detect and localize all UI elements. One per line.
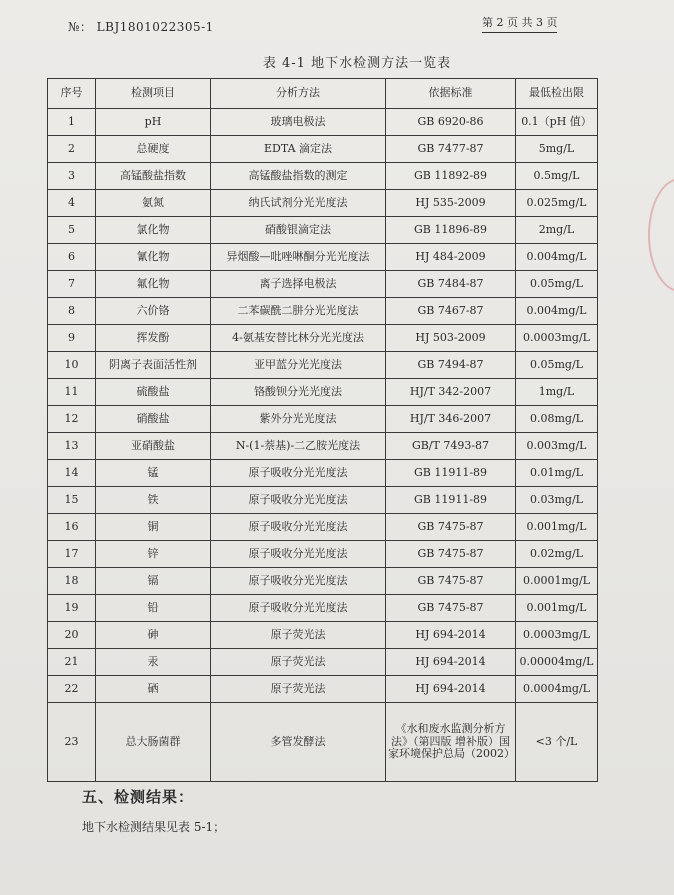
table-cell: 0.004mg/L (516, 244, 598, 271)
table-cell: 异烟酸—吡唑啉酮分光光度法 (211, 244, 386, 271)
table-cell: 0.004mg/L (516, 298, 598, 325)
table-cell: 原子吸收分光光度法 (211, 568, 386, 595)
table-cell: 0.02mg/L (516, 541, 598, 568)
column-header: 最低检出限 (516, 79, 598, 109)
table-cell: GB 11896-89 (386, 217, 516, 244)
table-row (48, 244, 598, 271)
table-cell: HJ 694-2014 (386, 649, 516, 676)
table-cell: 原子吸收分光光度法 (211, 595, 386, 622)
table-cell: 6 (48, 244, 96, 271)
table-cell: 19 (48, 595, 96, 622)
table-cell: HJ 694-2014 (386, 676, 516, 703)
table-cell: pH (96, 109, 211, 136)
table-cell: 六价铬 (96, 298, 211, 325)
table-cell: GB 7475-87 (386, 514, 516, 541)
table-body (48, 109, 598, 782)
table-cell: 0.001mg/L (516, 595, 598, 622)
table-cell: GB 11911-89 (386, 487, 516, 514)
table-cell: 13 (48, 433, 96, 460)
table-cell: 21 (48, 649, 96, 676)
table-header-row (48, 79, 598, 109)
table-cell: 砷 (96, 622, 211, 649)
section-heading: 五、检测结果： (82, 788, 195, 806)
table-cell: 紫外分光光度法 (211, 406, 386, 433)
table-cell: 亚硝酸盐 (96, 433, 211, 460)
table-row (48, 190, 598, 217)
table-cell: GB 7477-87 (386, 136, 516, 163)
table-cell: 0.05mg/L (516, 271, 598, 298)
table-cell: 0.03mg/L (516, 487, 598, 514)
table-cell: 0.00004mg/L (516, 649, 598, 676)
table-cell: GB 7467-87 (386, 298, 516, 325)
page-indicator: 第 2 页 共 3 页 (482, 14, 557, 33)
table-cell: 0.0003mg/L (516, 325, 598, 352)
table-cell: GB 7475-87 (386, 541, 516, 568)
table-row (48, 406, 598, 433)
table-cell: 0.0004mg/L (516, 676, 598, 703)
column-header: 分析方法 (211, 79, 386, 109)
table-cell: 多管发酵法 (211, 703, 386, 782)
results-reference-text: 地下水检测结果见表 5-1； (82, 820, 226, 834)
table-cell: <3 个/L (516, 703, 598, 782)
detection-methods-table (47, 78, 598, 782)
table-cell: 17 (48, 541, 96, 568)
table-row (48, 109, 598, 136)
column-header: 序号 (48, 79, 96, 109)
table-row (48, 676, 598, 703)
table-row (48, 541, 598, 568)
table-cell: 高锰酸盐指数 (96, 163, 211, 190)
table-cell: 0.1（pH 值） (516, 109, 598, 136)
table-row (48, 163, 598, 190)
table-cell: 硝酸盐 (96, 406, 211, 433)
table-cell: 阴离子表面活性剂 (96, 352, 211, 379)
table-cell: 玻璃电极法 (211, 109, 386, 136)
table-cell: 2mg/L (516, 217, 598, 244)
table-cell: 15 (48, 487, 96, 514)
table-row (48, 460, 598, 487)
table-row (48, 703, 598, 782)
table-cell: 硫酸盐 (96, 379, 211, 406)
table-cell: 氰化物 (96, 244, 211, 271)
table-row (48, 433, 598, 460)
table-cell: 硒 (96, 676, 211, 703)
table-row (48, 217, 598, 244)
table-cell: GB 7484-87 (386, 271, 516, 298)
table-cell: 离子选择电极法 (211, 271, 386, 298)
table-cell: 原子吸收分光光度法 (211, 487, 386, 514)
document-number: №： LBJ1801022305-1 (68, 20, 214, 34)
table-cell: 亚甲蓝分光光度法 (211, 352, 386, 379)
table-cell: HJ/T 346-2007 (386, 406, 516, 433)
table-cell: GB 6920-86 (386, 109, 516, 136)
table-cell: 镉 (96, 568, 211, 595)
table-cell: GB 7475-87 (386, 568, 516, 595)
table-cell: GB 11911-89 (386, 460, 516, 487)
table-cell: 3 (48, 163, 96, 190)
table-cell: 原子吸收分光光度法 (211, 541, 386, 568)
table-cell: 铅 (96, 595, 211, 622)
table-cell: 9 (48, 325, 96, 352)
table-cell: 锌 (96, 541, 211, 568)
table-row (48, 487, 598, 514)
table-cell: 0.05mg/L (516, 352, 598, 379)
table-cell: 二苯碳酰二肼分光光度法 (211, 298, 386, 325)
column-header: 检测项目 (96, 79, 211, 109)
table-cell: HJ 694-2014 (386, 622, 516, 649)
red-seal-stamp (648, 178, 674, 292)
table-cell: 高锰酸盐指数的测定 (211, 163, 386, 190)
table-cell: 0.0001mg/L (516, 568, 598, 595)
table-cell: HJ 535-2009 (386, 190, 516, 217)
table-cell: 18 (48, 568, 96, 595)
table-row (48, 352, 598, 379)
table-cell: 氨氮 (96, 190, 211, 217)
table-row (48, 136, 598, 163)
table-row (48, 325, 598, 352)
table-cell: 铜 (96, 514, 211, 541)
table-cell: 4-氨基安替比林分光光度法 (211, 325, 386, 352)
table-cell: 总硬度 (96, 136, 211, 163)
table-cell: 1mg/L (516, 379, 598, 406)
table-cell: GB 7494-87 (386, 352, 516, 379)
table-cell: 《水和废水监测分析方法》（第四版 增补版）国家环境保护总局（2002） (386, 703, 516, 782)
table-cell: 氟化物 (96, 271, 211, 298)
table-cell: 铬酸钡分光光度法 (211, 379, 386, 406)
table-row (48, 271, 598, 298)
table-cell: GB 11892-89 (386, 163, 516, 190)
table-title: 表 4-1 地下水检测方法一览表 (262, 56, 452, 71)
table-cell: 22 (48, 676, 96, 703)
table-cell: 7 (48, 271, 96, 298)
table-cell: 0.01mg/L (516, 460, 598, 487)
table-cell: HJ 484-2009 (386, 244, 516, 271)
table-cell: 硝酸银滴定法 (211, 217, 386, 244)
table-cell: 10 (48, 352, 96, 379)
table-cell: 纳氏试剂分光光度法 (211, 190, 386, 217)
table-row (48, 622, 598, 649)
table-row (48, 298, 598, 325)
table-cell: 0.5mg/L (516, 163, 598, 190)
table-cell: EDTA 滴定法 (211, 136, 386, 163)
table-cell: 原子吸收分光光度法 (211, 460, 386, 487)
table-row (48, 379, 598, 406)
table-cell: 1 (48, 109, 96, 136)
table-cell: 23 (48, 703, 96, 782)
table-cell: 汞 (96, 649, 211, 676)
table-cell: 20 (48, 622, 96, 649)
table-cell: 锰 (96, 460, 211, 487)
table-cell: 2 (48, 136, 96, 163)
table-cell: 挥发酚 (96, 325, 211, 352)
table-cell: HJ/T 342-2007 (386, 379, 516, 406)
table-row (48, 568, 598, 595)
table-cell: GB/T 7493-87 (386, 433, 516, 460)
table-cell: N-(1-萘基)-二乙胺光度法 (211, 433, 386, 460)
table-cell: 4 (48, 190, 96, 217)
table-row (48, 649, 598, 676)
table-cell: 0.08mg/L (516, 406, 598, 433)
table-cell: 5mg/L (516, 136, 598, 163)
column-header: 依据标准 (386, 79, 516, 109)
table-cell: GB 7475-87 (386, 595, 516, 622)
table-cell: 总大肠菌群 (96, 703, 211, 782)
table-cell: 5 (48, 217, 96, 244)
table-cell: 原子荧光法 (211, 649, 386, 676)
table-cell: 16 (48, 514, 96, 541)
table-cell: 原子荧光法 (211, 622, 386, 649)
table-cell: 氯化物 (96, 217, 211, 244)
table-cell: 0.025mg/L (516, 190, 598, 217)
table-cell: 14 (48, 460, 96, 487)
table-cell: 铁 (96, 487, 211, 514)
table-cell: 0.001mg/L (516, 514, 598, 541)
table-cell: 原子吸收分光光度法 (211, 514, 386, 541)
table-cell: HJ 503-2009 (386, 325, 516, 352)
table-cell: 0.003mg/L (516, 433, 598, 460)
table-cell: 12 (48, 406, 96, 433)
table-cell: 8 (48, 298, 96, 325)
table-cell: 0.0003mg/L (516, 622, 598, 649)
table-row (48, 514, 598, 541)
table-cell: 原子荧光法 (211, 676, 386, 703)
table-cell: 11 (48, 379, 96, 406)
table-row (48, 595, 598, 622)
